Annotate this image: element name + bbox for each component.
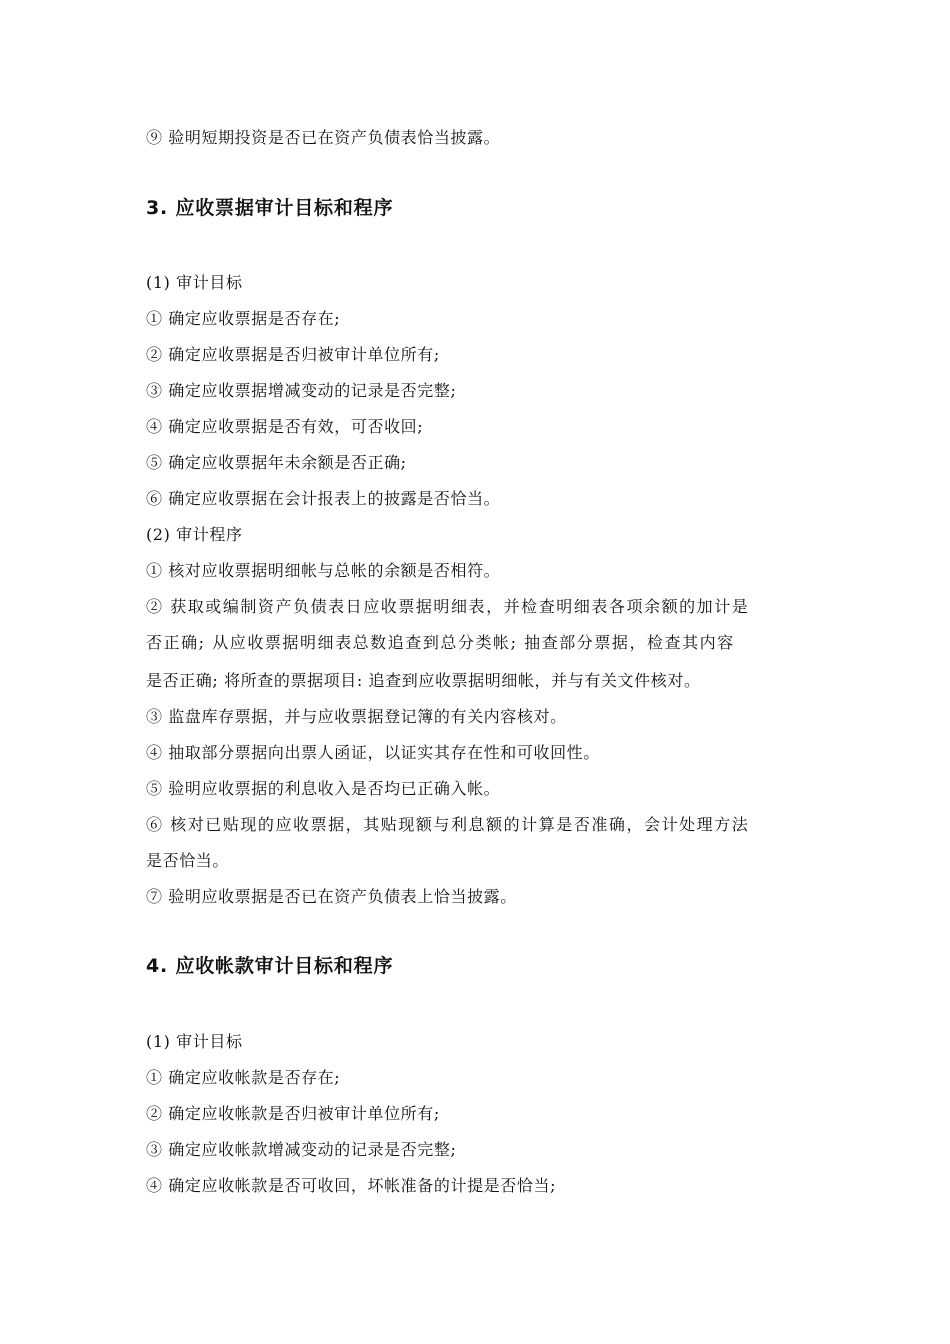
subsection-title-procedures: (2) 审计程序 (146, 525, 243, 544)
goal-item: ② 确定应收票据是否归被审计单位所有; (146, 345, 440, 364)
procedure-item: ⑤ 验明应收票据的利息收入是否均已正确入帐。 (146, 779, 501, 798)
subsection-title-goals: (1) 审计目标 (146, 273, 243, 292)
procedure-item: 是否正确; 将所查的票据项目: 追查到应收票据明细帐，并与有关文件核对。 (146, 671, 701, 690)
procedure-item: ② 获取或编制资产负债表日应收票据明细表，并检查明细表各项余额的加计是 (146, 597, 750, 616)
paragraph-line: ⑨ 验明短期投资是否已在资产负债表恰当披露。 (146, 128, 501, 147)
goal-item: ③ 确定应收帐款增减变动的记录是否完整; (146, 1140, 457, 1159)
goal-item: ④ 确定应收票据是否有效，可否收回; (146, 417, 424, 436)
subsection-title-goals: (1) 审计目标 (146, 1032, 243, 1051)
goal-item: ① 确定应收帐款是否存在; (146, 1068, 341, 1087)
goal-item: ⑤ 确定应收票据年未余额是否正确; (146, 453, 407, 472)
goal-item: ② 确定应收帐款是否归被审计单位所有; (146, 1104, 440, 1123)
procedure-item: 否正确; 从应收票据明细表总数追查到总分类帐; 抽查部分票据，检查其内容 (146, 633, 735, 652)
goal-item: ⑥ 确定应收票据在会计报表上的披露是否恰当。 (146, 489, 501, 508)
goal-item: ④ 确定应收帐款是否可收回，坏帐准备的计提是否恰当; (146, 1176, 557, 1195)
procedure-item: ① 核对应收票据明细帐与总帐的余额是否相符。 (146, 561, 501, 580)
goal-item: ① 确定应收票据是否存在; (146, 309, 341, 328)
procedure-item: ③ 监盘库存票据，并与应收票据登记簿的有关内容核对。 (146, 707, 567, 726)
goal-item: ③ 确定应收票据增减变动的记录是否完整; (146, 381, 457, 400)
procedure-item: ④ 抽取部分票据向出票人函证，以证实其存在性和可收回性。 (146, 743, 600, 762)
procedure-item: ⑦ 验明应收票据是否已在资产负债表上恰当披露。 (146, 887, 517, 906)
procedure-item: 是否恰当。 (146, 851, 230, 870)
procedure-item: ⑥ 核对已贴现的应收票据，其贴现额与利息额的计算是否准确，会计处理方法 (146, 815, 750, 834)
section-heading-4: 4. 应收帐款审计目标和程序 (146, 955, 394, 977)
section-heading-3: 3. 应收票据审计目标和程序 (146, 197, 394, 219)
